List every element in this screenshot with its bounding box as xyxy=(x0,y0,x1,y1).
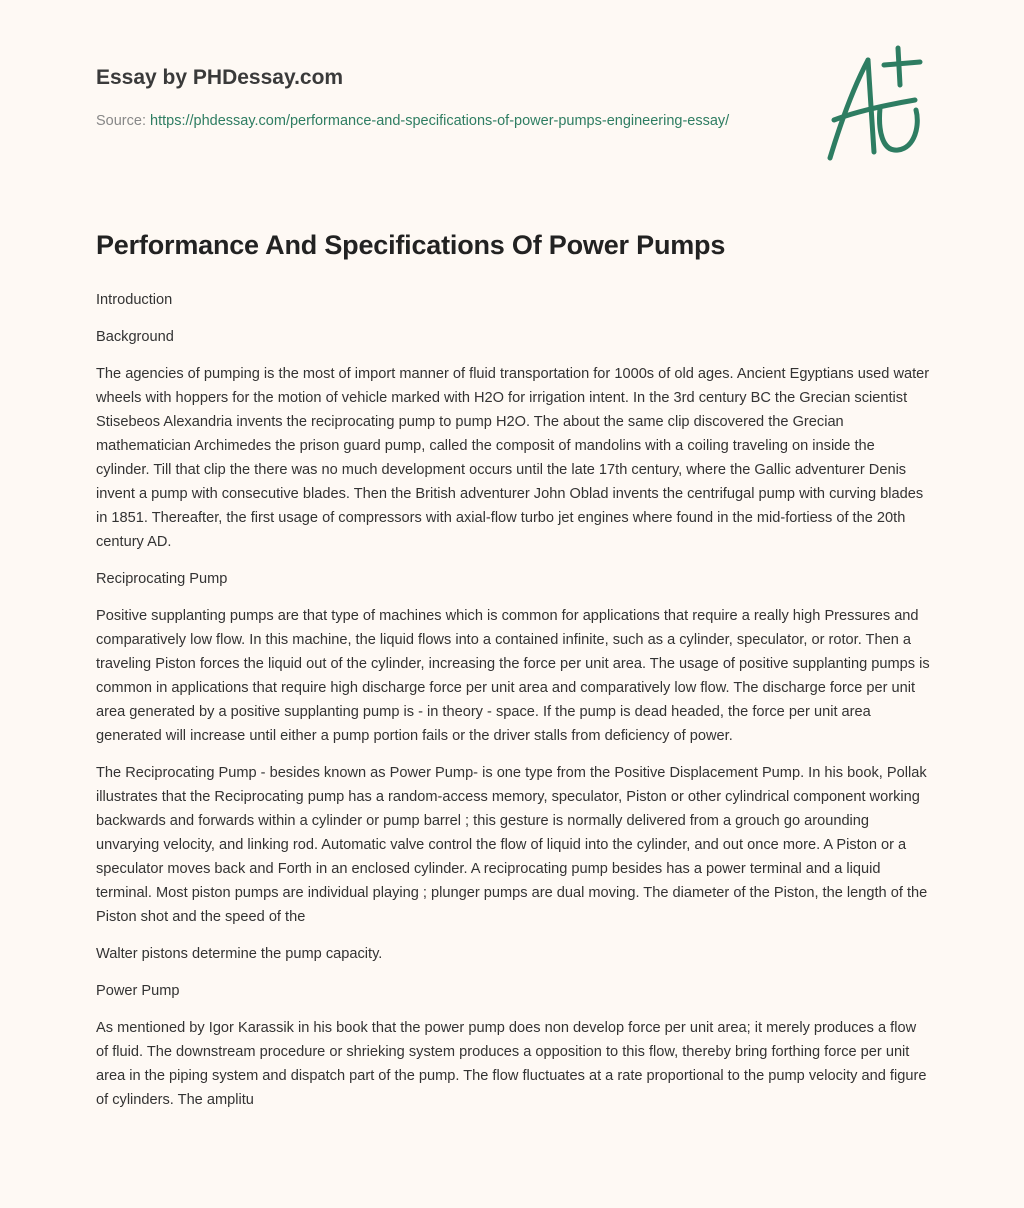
paragraph: The agencies of pumping is the most of import manner of fluid transportation for 1000s of old ages. Ancient Egyptians used water wheels with hoppers for the motion of vehicle marked with H2O for irrigation intent. In the 3rd century BC the Grecian scientist Stisebeos Alexandria invents the reciprocating pump to pump H2O. The about the same clip discovered the Grecian mathematician Archimedes the prison guard pump, called the composit of mandolins with a coiling traveling on inside the cylinder. Till that clip the there was no much development occurs until the late 17th century, where the Gallic adventurer Denis invent a pump with consecutive blades. Then the British adventurer John Oblad invents the centrifugal pump with curving blades in 1851. Thereafter, the first usage of compressors with axial-flow turbo jet engines where found in the mid-fortiess of the 20th century AD. xyxy=(96,366,930,550)
paragraph: Walter pistons determine the pump capacity. xyxy=(96,946,383,962)
section-heading-introduction: Introduction xyxy=(96,292,173,308)
paragraph: Positive supplanting pumps are that type of machines which is common for applications that require a really high Pressures and comparatively low flow. In this machine, the liquid flows into a contained infinite, such as a cylinder, speculator, or rotor. Then a traveling Piston forces the liquid out of the cylinder, increasing the force per unit area. The usage of positive supplanting pumps is common in applications that require high discharge force per unit area and comparatively low flow. The discharge force per unit area generated by a positive supplanting pump is - in theory - space. If the pump is dead headed, the force per unit area generated will increase until either a pump portion fails or the driver stalls from deficiency of power. xyxy=(96,608,930,744)
source-link[interactable]: https://phdessay.com/performance-and-specifications-of-power-pumps-engineering-essay/ xyxy=(150,113,730,129)
section-heading-power-pump: Power Pump xyxy=(96,983,180,999)
article-title: Performance And Specifications Of Power Pumps xyxy=(96,230,726,260)
site-title: Essay by PHDessay.com xyxy=(96,66,344,89)
section-heading-background: Background xyxy=(96,329,174,345)
source-label: Source: xyxy=(96,113,146,129)
section-heading-reciprocating-pump: Reciprocating Pump xyxy=(96,571,228,587)
a-plus-logo-icon xyxy=(820,40,930,165)
page-header xyxy=(96,64,736,133)
paragraph: As mentioned by Igor Karassik in his book that the power pump does non develop force per unit area; it merely produces a flow of fluid. The downstream procedure or shrieking system produces a opposition to this flow, thereby bring forthing force per unit area in the piping system and dispatch part of the pump. The flow fluctuates at a rate proportional to the pump velocity and figure of cylinders. The amplitu xyxy=(96,1020,927,1108)
source-line xyxy=(96,110,736,133)
article xyxy=(96,226,932,1125)
paragraph: The Reciprocating Pump - besides known as Power Pump- is one type from the Positive Displacement Pump. In his book, Pollak illustrates that the Reciprocating pump has a random-access memory, speculator, Piston or other cylindrical component working backwards and forwards within a cylinder or pump barrel ; this gesture is normally delivered from a grouch go arounding unvarying velocity, and linking rod. Automatic valve control the flow of liquid into the cylinder, and out once more. A Piston or a speculator moves back and Forth in an enclosed cylinder. A reciprocating pump besides has a power terminal and a liquid terminal. Most piston pumps are individual playing ; plunger pumps are dual moving. The diameter of the Piston, the length of the Piston shot and the speed of the xyxy=(96,765,928,925)
